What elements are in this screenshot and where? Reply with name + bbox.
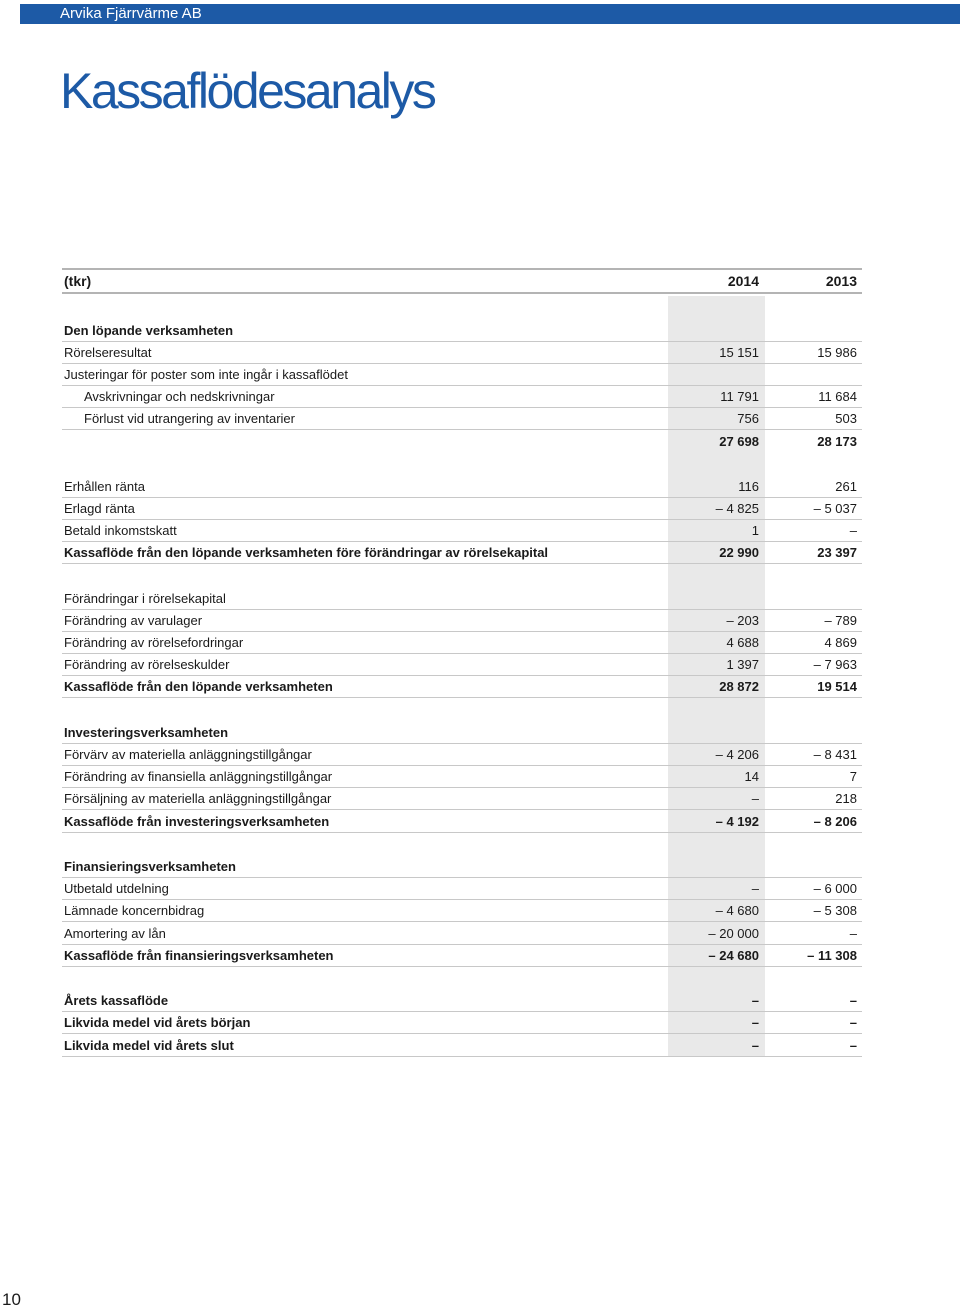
value-2013: – 11 308: [807, 948, 857, 963]
table-header: [62, 270, 862, 292]
value-2013: 4 869: [824, 635, 857, 650]
value-2014: – 4 192: [715, 814, 759, 829]
value-2013: 7: [849, 769, 857, 784]
row-label: Avskrivningar och nedskrivningar: [84, 389, 275, 404]
table-row: [62, 1035, 862, 1057]
row-label: Årets kassaflöde: [64, 993, 169, 1008]
row-label: Förändring av rörelsefordringar: [64, 635, 244, 650]
value-2014: – 24 680: [708, 948, 759, 963]
total-row: [62, 945, 862, 967]
row-label: Investeringsverksamheten: [64, 725, 229, 740]
value-2014: –: [751, 993, 759, 1008]
value-2014: –: [751, 1038, 759, 1053]
row-label: Förändring av finansiella anläggningstillgångar: [64, 769, 333, 784]
unit-label: (tkr): [64, 273, 92, 289]
value-2013: –: [849, 523, 857, 538]
value-2013: – 6 000: [813, 881, 857, 896]
table-row: [62, 1012, 862, 1034]
table-row: [62, 990, 862, 1012]
value-2013: 11 684: [818, 389, 857, 404]
value-2013: – 5 308: [813, 903, 857, 918]
value-2013: – 789: [824, 613, 857, 628]
table-row: [62, 498, 862, 520]
value-2013: –: [849, 926, 857, 941]
table-row: [62, 744, 862, 766]
row-label: Kassaflöde från den löpande verksamheten före förändringar av rörelsekapital: [64, 545, 549, 560]
table-row: [62, 342, 862, 364]
row-label: Förändring av rörelseskulder: [64, 657, 230, 672]
value-2013: 218: [835, 791, 857, 806]
value-2013: – 8 431: [813, 747, 857, 762]
table-row: [62, 610, 862, 632]
row-label: Erhållen ränta: [64, 479, 145, 494]
value-2014: 1: [751, 523, 759, 538]
value-2013: –: [849, 1038, 857, 1053]
value-2014: – 4 825: [715, 501, 759, 516]
table-row: [62, 923, 862, 945]
row-label: Förvärv av materiella anläggningstillgångar: [64, 747, 312, 762]
value-2013: – 7 963: [813, 657, 857, 672]
row-label: Finansieringsverksamheten: [64, 859, 236, 874]
row-label: Betald inkomstskatt: [64, 523, 177, 538]
section-heading-operating: [62, 320, 862, 342]
row-label: Lämnade koncernbidrag: [64, 903, 205, 918]
value-2014: 22 990: [719, 545, 759, 560]
row-label: Likvida medel vid årets slut: [64, 1038, 234, 1053]
value-2014: –: [751, 881, 759, 896]
value-2013: –: [849, 1015, 857, 1030]
row-label: Justeringar för poster som inte ingår i kassaflödet: [64, 367, 348, 382]
value-2014: 1 397: [726, 657, 759, 672]
header-bar: [20, 4, 960, 24]
value-2013: 23 397: [817, 545, 857, 560]
value-2013: 261: [835, 479, 857, 494]
value-2014: 14: [744, 769, 759, 784]
table-row: [62, 364, 862, 386]
section-heading-financing: [62, 856, 862, 878]
value-2014: 756: [737, 411, 759, 426]
table-row: [62, 900, 862, 922]
value-2014: –: [751, 1015, 759, 1030]
value-2013: 15 986: [817, 345, 857, 360]
value-2013: 503: [835, 411, 857, 426]
value-2014: 11 791: [720, 389, 759, 404]
table-header-rule: [62, 292, 862, 294]
row-label: Förändring av varulager: [64, 613, 203, 628]
row-label: Erlagd ränta: [64, 501, 135, 516]
table-row: [62, 654, 862, 676]
year-2014-header: 2014: [727, 273, 759, 289]
row-label: Kassaflöde från den löpande verksamheten: [64, 679, 333, 694]
value-2014: – 4 680: [715, 903, 759, 918]
table-row: [62, 520, 862, 542]
table-row: [62, 788, 862, 810]
row-label: Likvida medel vid årets början: [64, 1015, 251, 1030]
page-title: Kassaflödesanalys: [60, 63, 435, 119]
value-2013: 19 514: [817, 679, 857, 694]
value-2013: 28 173: [817, 434, 857, 449]
value-2014: – 20 000: [708, 926, 759, 941]
section-heading-working-capital: [62, 588, 862, 610]
value-2014: – 203: [726, 613, 759, 628]
row-label: Utbetald utdelning: [64, 881, 169, 896]
table-row: [62, 878, 862, 900]
value-2014: 4 688: [726, 635, 759, 650]
total-row: [62, 811, 862, 833]
page-number: 10: [2, 1290, 21, 1309]
year-2013-header: 2013: [825, 273, 857, 289]
value-2013: – 5 037: [813, 501, 857, 516]
value-2014: 116: [738, 479, 759, 494]
row-label: Försäljning av materiella anläggningstillgångar: [64, 791, 332, 806]
row-label: Rörelseresultat: [64, 345, 152, 360]
value-2014: – 4 206: [715, 747, 759, 762]
value-2014: 27 698: [719, 434, 759, 449]
section-heading-investing: [62, 722, 862, 744]
row-label: Amortering av lån: [64, 926, 166, 941]
row-label: Förändringar i rörelsekapital: [64, 591, 226, 606]
table-row: [62, 408, 862, 430]
total-row: [62, 542, 862, 564]
subtotal-row: [62, 431, 862, 452]
row-label: Kassaflöde från finansieringsverksamheten: [64, 948, 334, 963]
row-label: Den löpande verksamheten: [64, 323, 234, 338]
table-row: [62, 476, 862, 498]
value-2014: 15 151: [719, 345, 759, 360]
value-2013: – 8 206: [813, 814, 857, 829]
total-row: [62, 676, 862, 698]
table-row: [62, 766, 862, 788]
company-name: Arvika Fjärrvärme AB: [60, 5, 202, 22]
row-label: Kassaflöde från investeringsverksamheten: [64, 814, 330, 829]
table-row: [62, 386, 862, 408]
value-2014: 28 872: [719, 679, 759, 694]
value-2013: –: [849, 993, 857, 1008]
row-label: Förlust vid utrangering av inventarier: [84, 411, 295, 426]
table-row: [62, 632, 862, 654]
value-2014: –: [751, 791, 759, 806]
